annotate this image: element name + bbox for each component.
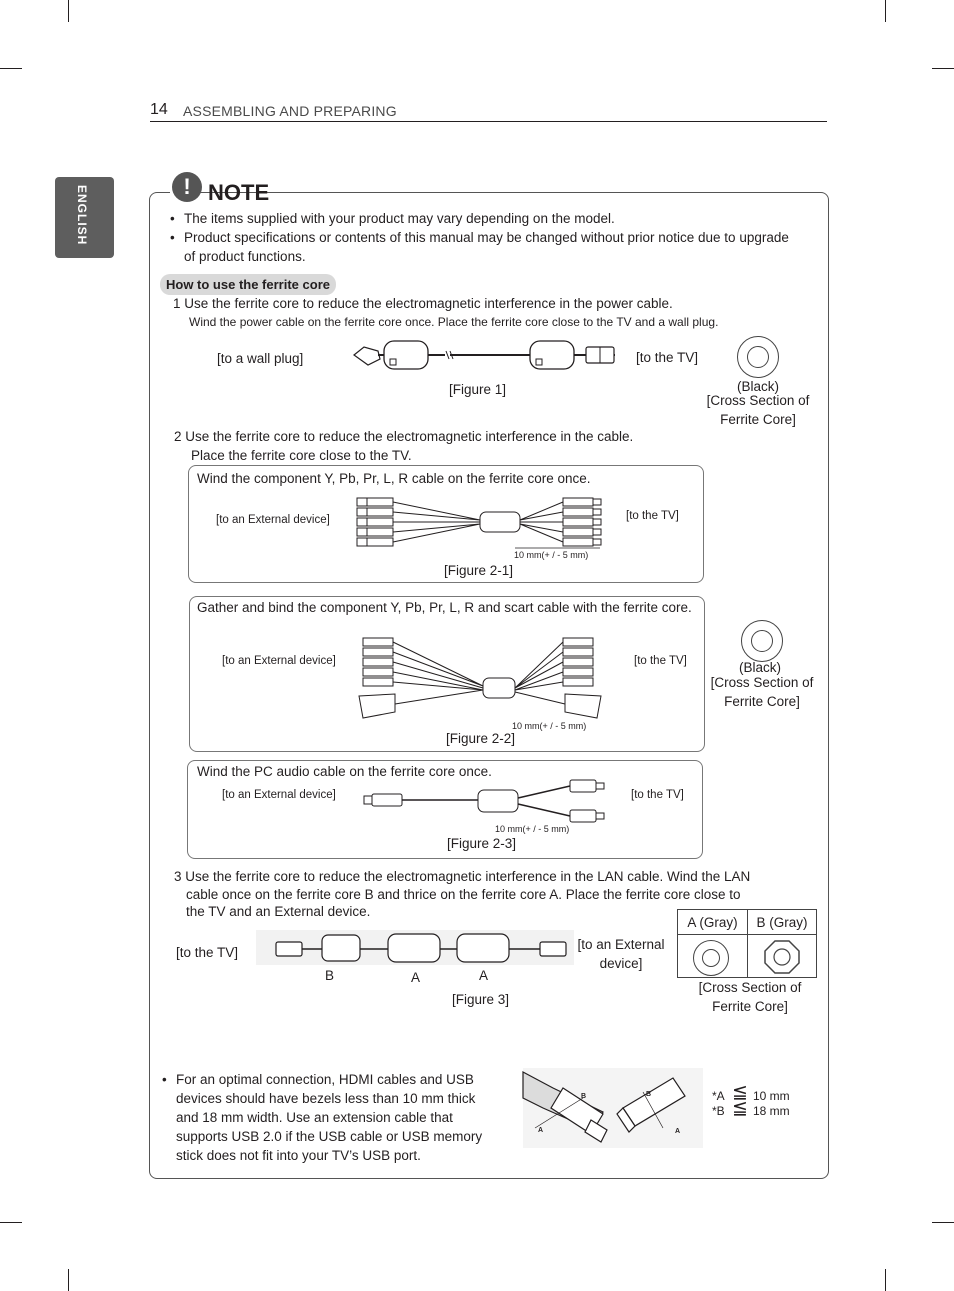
figure-2-1-caption: [Figure 2-1] [444, 563, 514, 578]
fig22-caption: Gather and bind the component Y, Pb, Pr, L, R and scart cable with the ferrite core. [197, 600, 692, 615]
fig21-caption: Wind the component Y, Pb, Pr, L, R cable on the ferrite core once. [197, 471, 591, 486]
note-header [170, 172, 270, 210]
ferrite-inner-ring [747, 346, 769, 368]
fig23-right-label: [to the TV] [631, 789, 684, 801]
ferrite-inner-ring [751, 630, 773, 652]
exclamation-icon: ! [172, 172, 202, 202]
step3-text-3: the TV and an External device. [186, 904, 371, 919]
usb-fig-label-b: B [646, 1091, 652, 1098]
core-color-label: (Black) [737, 379, 780, 394]
figure-2-3-caption: [Figure 2-3] [447, 836, 517, 851]
spec-b-value: 18 mm [753, 1104, 790, 1118]
cross-section-label: [Cross Section of [706, 393, 810, 408]
step1-right-label: [to the TV] [636, 350, 699, 365]
power-cable-illustration [350, 333, 625, 378]
fig22-left-label: [to an External device] [222, 655, 336, 667]
less-equal-icon: ≦ [732, 1082, 748, 1103]
step3-right-label: [to an External [577, 937, 665, 952]
page-number: 14 [150, 101, 168, 118]
step3-left-label: [to the TV] [176, 945, 239, 960]
spec-a-label: *A [712, 1089, 725, 1103]
step1-text: 1 Use the ferrite core to reduce the electromagnetic interference in the power cable. [173, 296, 673, 311]
step1-left-label: [to a wall plug] [217, 351, 304, 366]
core-a-label: A [479, 968, 489, 983]
hdmi-fig-label-b: B [581, 1093, 587, 1100]
core-b-cross-section-icon [764, 940, 800, 974]
step3-right-label-2: device] [599, 956, 643, 971]
crop-mark [68, 1269, 69, 1291]
cross-section-label: [Cross Section of [698, 980, 802, 995]
fig23-caption: Wind the PC audio cable on the ferrite core once. [197, 764, 492, 779]
col-b-header: B (Gray) [748, 910, 817, 935]
hdmi-usb-bezel-illustration [523, 1068, 703, 1148]
step1-subtext: Wind the power cable on the ferrite core once. Place the ferrite core close to the TV and a wall plug. [189, 315, 719, 329]
bullet-dot: • [170, 211, 175, 226]
step2-text: 2 Use the ferrite core to reduce the electromagnetic interference in the cable. [174, 429, 634, 444]
core-b-label: B [325, 968, 335, 983]
cross-section-label-2: Ferrite Core] [720, 412, 796, 427]
core-a-label: A [411, 970, 421, 985]
less-equal-icon: ≦ [732, 1098, 748, 1119]
crop-mark [0, 1222, 22, 1223]
spec-b-label: *B [712, 1104, 725, 1118]
crop-mark [932, 68, 954, 69]
core-color-label: (Black) [739, 660, 782, 675]
hdmi-note-line: supports USB 2.0 if the USB cable or USB memory [176, 1129, 483, 1144]
fig21-dimension: 10 mm(+ / - 5 mm) [514, 550, 589, 560]
step2-subtext: Place the ferrite core close to the TV. [191, 448, 412, 463]
lan-cable-illustration [256, 930, 574, 965]
figure-1-caption: [Figure 1] [449, 382, 507, 397]
col-a-header: A (Gray) [678, 910, 748, 935]
bullet-dot: • [170, 230, 175, 245]
fig23-left-label: [to an External device] [222, 789, 336, 801]
hdmi-note-line: For an optimal connection, HDMI cables and USB [176, 1072, 474, 1087]
fig21-left-label: [to an External device] [216, 514, 330, 526]
component-cable-illustration [355, 490, 615, 550]
crop-mark [932, 1222, 954, 1223]
crop-mark [885, 1269, 886, 1291]
crop-mark [68, 0, 69, 22]
pc-audio-cable-illustration [360, 778, 615, 828]
figure-3-caption: [Figure 3] [452, 992, 510, 1007]
crop-mark [0, 68, 22, 69]
hdmi-note-line: stick does not fit into your TV’s USB port. [176, 1148, 421, 1163]
cross-section-label-2: Ferrite Core] [712, 999, 788, 1014]
language-label: ENGLISH [75, 185, 89, 246]
hdmi-note-line: and 18 mm width. Use an extension cable that [176, 1110, 453, 1125]
section-title: ASSEMBLING AND PREPARING [183, 103, 397, 119]
note-title: NOTE [208, 180, 270, 205]
note-bullet-2-cont: of product functions. [184, 249, 306, 264]
cross-section-label-2: Ferrite Core] [724, 694, 800, 709]
step3-text-2: cable once on the ferrite core B and thrice on the ferrite core A. Place the ferrite core close to [186, 887, 741, 902]
crop-mark [885, 0, 886, 22]
note-bullet-2: Product specifications or contents of this manual may be changed without prior notice due to upgrade [184, 230, 789, 245]
scart-component-illustration [355, 634, 615, 724]
fig23-dimension: 10 mm(+ / - 5 mm) [495, 824, 570, 834]
figure-2-2-caption: [Figure 2-2] [446, 731, 516, 746]
fig22-dimension: 10 mm(+ / - 5 mm) [512, 721, 587, 731]
fig22-right-label: [to the TV] [634, 655, 687, 667]
header-rule [150, 121, 827, 122]
language-tab [55, 177, 114, 258]
fig21-right-label: [to the TV] [626, 510, 679, 522]
usb-fig-label-a: A [675, 1128, 681, 1135]
hdmi-fig-label-a: A [538, 1127, 544, 1134]
hdmi-note-line: devices should have bezels less than 10 mm thick [176, 1091, 476, 1106]
core-a-inner-ring [702, 949, 720, 967]
ferrite-heading: How to use the ferrite core [160, 274, 336, 295]
note-bullet-1: The items supplied with your product may vary depending on the model. [184, 211, 615, 226]
spec-a-value: 10 mm [753, 1089, 790, 1103]
cross-section-label: [Cross Section of [710, 675, 814, 690]
step3-text: 3 Use the ferrite core to reduce the electromagnetic interference in the LAN cable. Wind the LAN [174, 869, 751, 884]
bullet-dot: • [162, 1072, 167, 1087]
